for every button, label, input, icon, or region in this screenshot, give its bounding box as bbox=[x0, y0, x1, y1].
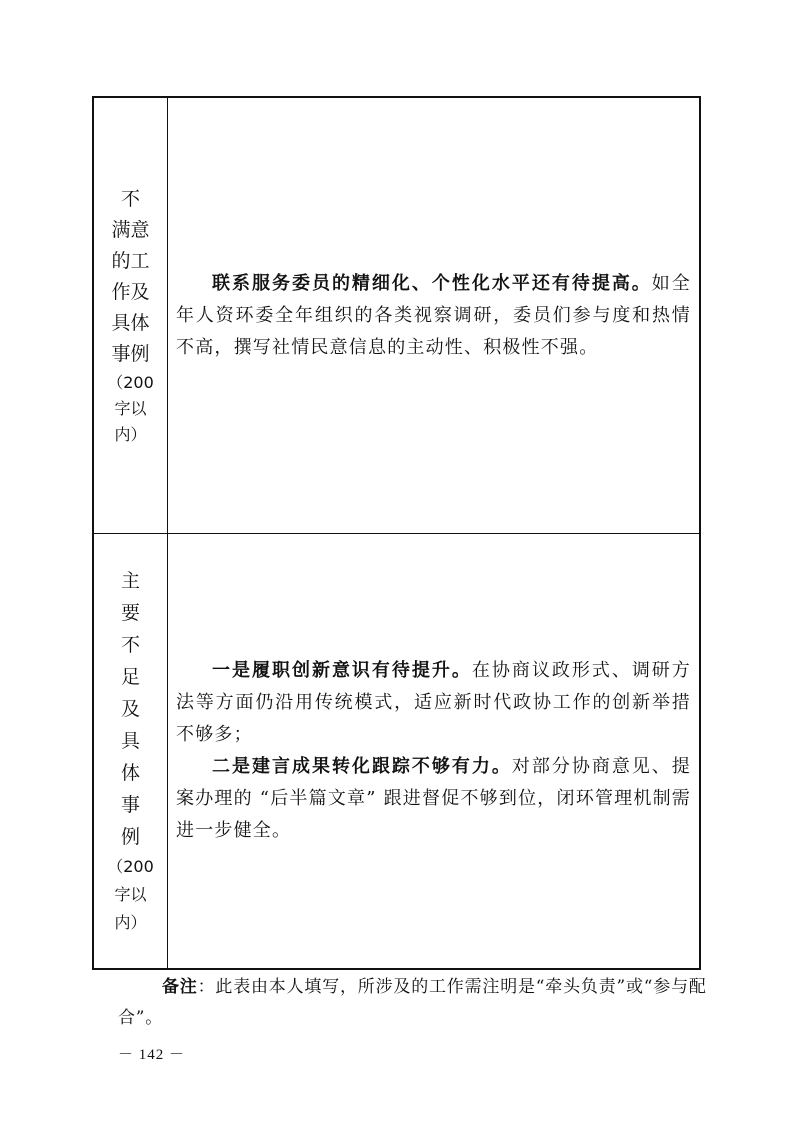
row-label-line: 的工 bbox=[111, 249, 150, 272]
row-label-line: 满意 bbox=[111, 218, 150, 241]
row-label-line: 体 bbox=[120, 762, 140, 784]
row-label-line: 不 bbox=[120, 634, 140, 656]
row-label-note: 内） bbox=[114, 424, 147, 444]
paragraph-heading: 二是建言成果转化跟踪不够有力。 bbox=[212, 756, 512, 777]
paragraph-text: 对部分协商意见、提案办理的 “后半篇文章” 跟进督促不够到位，闭环管理机制需进一步健全。 bbox=[176, 756, 692, 841]
row-label-line: 主 bbox=[120, 570, 140, 592]
row-label-cell bbox=[94, 98, 168, 533]
paragraph-text: 如全年人资环委全年组织的各类视察调研，委员们参与度和热情不高，撰写社情民意信息的主动性、积极性不强。 bbox=[176, 272, 691, 358]
unsatisfactory-work-row bbox=[94, 98, 699, 534]
paragraph-heading: 一是履职创新意识有待提升。 bbox=[212, 660, 472, 681]
row-content-cell bbox=[168, 534, 699, 968]
row-label-line: 具体 bbox=[111, 311, 150, 334]
row-label-note: 字以 bbox=[114, 398, 147, 418]
row-content-cell bbox=[168, 98, 699, 533]
row-label-note: （200 bbox=[107, 372, 154, 392]
row-label-line: 要 bbox=[120, 602, 140, 624]
row-label-line: 具 bbox=[120, 730, 140, 752]
page-number: － 142 － bbox=[118, 1047, 186, 1063]
content-block bbox=[176, 655, 691, 847]
row-label-line: 事 bbox=[120, 794, 140, 816]
row-label-line: 例 bbox=[120, 826, 140, 848]
footnote bbox=[118, 972, 718, 1034]
row-label-line: 事例 bbox=[111, 342, 150, 365]
note-label: 备注 bbox=[162, 977, 198, 997]
row-label-line: 作及 bbox=[111, 280, 150, 303]
paragraph-text: 在协商议政形式、调研方法等方面仍沿用传统模式，适应新时代政协工作的创新举措不够多； bbox=[176, 660, 691, 745]
row-label-cell bbox=[94, 534, 168, 968]
row-label-line: 及 bbox=[120, 698, 140, 720]
row-label-note: 字以 bbox=[114, 885, 147, 904]
paragraph-heading: 联系服务委员的精细化、个性化水平还有待提高。 bbox=[212, 272, 652, 294]
evaluation-form-table bbox=[92, 96, 701, 970]
row-label-note: （200 bbox=[107, 857, 154, 876]
content-paragraph bbox=[176, 751, 691, 847]
content-paragraph bbox=[176, 268, 691, 364]
row-label-line: 不 bbox=[120, 187, 140, 210]
main-shortcomings-row bbox=[94, 534, 699, 968]
row-label-line: 足 bbox=[120, 666, 140, 688]
row-label-note: 内） bbox=[114, 913, 147, 932]
note-text: ：此表由本人填写，所涉及的工作需注明是“牵头负责”或“参与配合”。 bbox=[118, 977, 707, 1028]
content-paragraph bbox=[176, 655, 691, 751]
